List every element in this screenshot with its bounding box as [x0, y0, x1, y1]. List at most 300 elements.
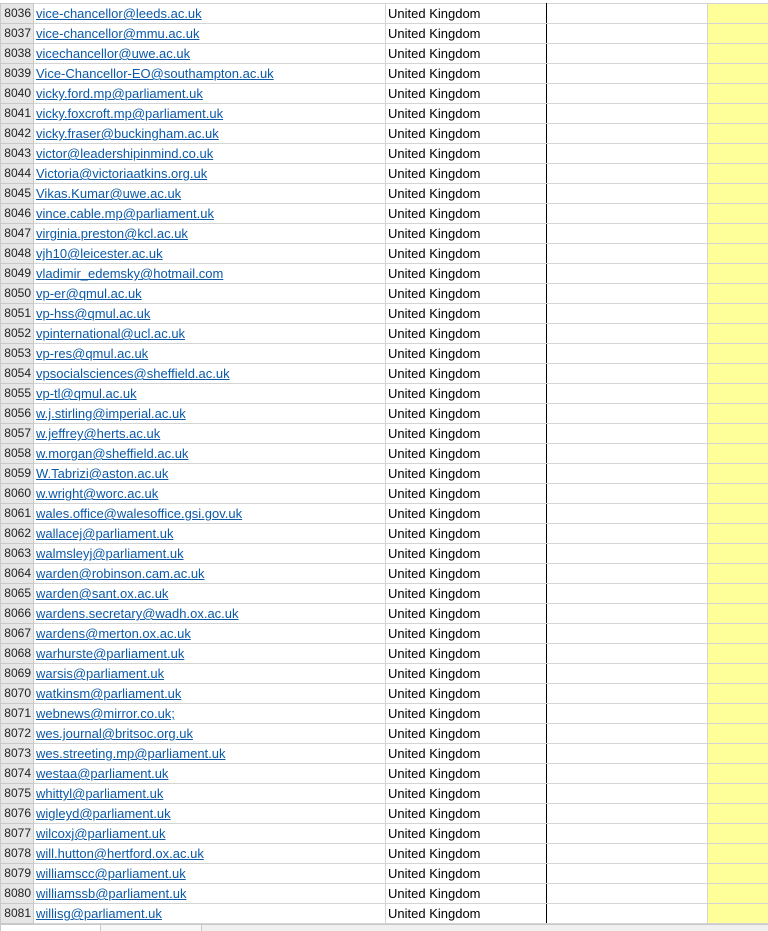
table-row	[1, 604, 768, 624]
email-link[interactable]: vicechancellor@uwe.ac.uk	[36, 46, 190, 61]
empty-cell[interactable]	[547, 584, 708, 604]
highlighted-cell[interactable]	[708, 384, 768, 404]
highlighted-cell[interactable]	[708, 4, 768, 24]
empty-cell[interactable]	[547, 164, 708, 184]
country-cell[interactable]: United Kingdom	[386, 684, 547, 704]
empty-cell[interactable]	[547, 84, 708, 104]
country-cell[interactable]: United Kingdom	[386, 64, 547, 84]
email-link[interactable]: walmsleyj@parliament.uk	[36, 546, 184, 561]
country-cell[interactable]: United Kingdom	[386, 864, 547, 884]
highlighted-cell[interactable]	[708, 904, 768, 924]
email-link[interactable]: w.morgan@sheffield.ac.uk	[36, 446, 188, 461]
email-link[interactable]: w.jeffrey@herts.ac.uk	[36, 426, 160, 441]
row-header[interactable]: 8049	[1, 264, 34, 284]
highlighted-cell[interactable]	[708, 684, 768, 704]
country-cell[interactable]: United Kingdom	[386, 424, 547, 444]
row-header[interactable]: 8067	[1, 624, 34, 644]
country-cell[interactable]: United Kingdom	[386, 444, 547, 464]
table-row	[1, 844, 768, 864]
row-header[interactable]: 8037	[1, 24, 34, 44]
table-row	[1, 404, 768, 424]
table-row	[1, 784, 768, 804]
sheet-body	[1, 4, 768, 924]
country-cell[interactable]: United Kingdom	[386, 544, 547, 564]
email-link[interactable]: virginia.preston@kcl.ac.uk	[36, 226, 188, 241]
email-cell[interactable]	[34, 884, 386, 904]
empty-cell[interactable]	[547, 104, 708, 124]
email-link[interactable]: whittyl@parliament.uk	[36, 786, 163, 801]
empty-cell[interactable]	[547, 784, 708, 804]
email-link[interactable]: webnews@mirror.co.uk;	[36, 706, 175, 721]
highlighted-cell[interactable]	[708, 704, 768, 724]
empty-cell[interactable]	[547, 4, 708, 24]
table-row	[1, 224, 768, 244]
empty-cell[interactable]	[547, 304, 708, 324]
highlighted-cell[interactable]	[708, 744, 768, 764]
email-link[interactable]: wilcoxj@parliament.uk	[36, 826, 166, 841]
email-cell[interactable]	[34, 564, 386, 584]
email-cell[interactable]	[34, 744, 386, 764]
country-cell[interactable]: United Kingdom	[386, 844, 547, 864]
highlighted-cell[interactable]	[708, 324, 768, 344]
email-cell[interactable]	[34, 704, 386, 724]
country-cell[interactable]: United Kingdom	[386, 224, 547, 244]
empty-cell[interactable]	[547, 644, 708, 664]
email-link[interactable]: vp-hss@qmul.ac.uk	[36, 306, 150, 321]
country-cell[interactable]: United Kingdom	[386, 764, 547, 784]
country-cell[interactable]: United Kingdom	[386, 264, 547, 284]
table-row	[1, 504, 768, 524]
table-row	[1, 724, 768, 744]
country-cell[interactable]: United Kingdom	[386, 784, 547, 804]
country-cell[interactable]: United Kingdom	[386, 464, 547, 484]
row-header[interactable]: 8056	[1, 404, 34, 424]
table-row	[1, 824, 768, 844]
row-header[interactable]: 8069	[1, 664, 34, 684]
email-cell[interactable]	[34, 804, 386, 824]
email-cell[interactable]	[34, 164, 386, 184]
email-link[interactable]: will.hutton@hertford.ox.ac.uk	[36, 846, 204, 861]
country-cell[interactable]: United Kingdom	[386, 184, 547, 204]
table-row	[1, 444, 768, 464]
empty-cell[interactable]	[547, 224, 708, 244]
email-cell[interactable]	[34, 304, 386, 324]
row-header[interactable]: 8051	[1, 304, 34, 324]
email-cell[interactable]	[34, 524, 386, 544]
email-cell[interactable]	[34, 824, 386, 844]
country-cell[interactable]: United Kingdom	[386, 664, 547, 684]
email-cell[interactable]	[34, 844, 386, 864]
table-row	[1, 4, 768, 24]
highlighted-cell[interactable]	[708, 524, 768, 544]
table-row	[1, 264, 768, 284]
row-header[interactable]: 8060	[1, 484, 34, 504]
empty-cell[interactable]	[547, 624, 708, 644]
email-cell[interactable]	[34, 404, 386, 424]
highlighted-cell[interactable]	[708, 804, 768, 824]
row-header[interactable]: 8078	[1, 844, 34, 864]
empty-cell[interactable]	[547, 544, 708, 564]
highlighted-cell[interactable]	[708, 244, 768, 264]
email-cell[interactable]	[34, 344, 386, 364]
empty-cell[interactable]	[547, 364, 708, 384]
email-link[interactable]: vladimir_edemsky@hotmail.com	[36, 266, 223, 281]
email-cell[interactable]	[34, 244, 386, 264]
email-cell[interactable]	[34, 364, 386, 384]
email-link[interactable]: w.wright@worc.ac.uk	[36, 486, 158, 501]
highlighted-cell[interactable]	[708, 64, 768, 84]
row-header[interactable]: 8040	[1, 84, 34, 104]
highlighted-cell[interactable]	[708, 644, 768, 664]
country-cell[interactable]: United Kingdom	[386, 244, 547, 264]
row-header[interactable]: 8059	[1, 464, 34, 484]
highlighted-cell[interactable]	[708, 404, 768, 424]
empty-cell[interactable]	[547, 124, 708, 144]
row-header[interactable]: 8070	[1, 684, 34, 704]
email-cell[interactable]	[34, 684, 386, 704]
email-link[interactable]: warhurste@parliament.uk	[36, 646, 184, 661]
email-cell[interactable]	[34, 864, 386, 884]
country-cell[interactable]: United Kingdom	[386, 104, 547, 124]
email-link[interactable]: williamssb@parliament.uk	[36, 886, 186, 901]
empty-cell[interactable]	[547, 844, 708, 864]
empty-cell[interactable]	[547, 484, 708, 504]
email-link[interactable]: williamscc@parliament.uk	[36, 866, 186, 881]
highlighted-cell[interactable]	[708, 624, 768, 644]
row-header[interactable]: 8041	[1, 104, 34, 124]
email-cell[interactable]	[34, 644, 386, 664]
email-link[interactable]: w.j.stirling@imperial.ac.uk	[36, 406, 186, 421]
email-cell[interactable]	[34, 284, 386, 304]
country-cell[interactable]: United Kingdom	[386, 344, 547, 364]
country-cell[interactable]: United Kingdom	[386, 504, 547, 524]
row-header[interactable]: 8046	[1, 204, 34, 224]
row-header[interactable]: 8039	[1, 64, 34, 84]
empty-cell[interactable]	[547, 504, 708, 524]
highlighted-cell[interactable]	[708, 544, 768, 564]
row-header[interactable]: 8053	[1, 344, 34, 364]
highlighted-cell[interactable]	[708, 664, 768, 684]
table-row	[1, 864, 768, 884]
table-row	[1, 324, 768, 344]
table-row	[1, 124, 768, 144]
empty-cell[interactable]	[547, 144, 708, 164]
email-cell[interactable]	[34, 224, 386, 244]
row-header[interactable]: 8052	[1, 324, 34, 344]
email-link[interactable]: vince.cable.mp@parliament.uk	[36, 206, 214, 221]
highlighted-cell[interactable]	[708, 884, 768, 904]
country-cell[interactable]: United Kingdom	[386, 164, 547, 184]
email-cell[interactable]	[34, 104, 386, 124]
row-header[interactable]: 8063	[1, 544, 34, 564]
highlighted-cell[interactable]	[708, 584, 768, 604]
country-cell[interactable]: United Kingdom	[386, 724, 547, 744]
row-header[interactable]: 8081	[1, 904, 34, 924]
email-link[interactable]: vp-er@qmul.ac.uk	[36, 286, 142, 301]
highlighted-cell[interactable]	[708, 824, 768, 844]
row-header[interactable]: 8064	[1, 564, 34, 584]
row-header[interactable]: 8079	[1, 864, 34, 884]
table-row	[1, 704, 768, 724]
country-cell[interactable]: United Kingdom	[386, 564, 547, 584]
empty-cell[interactable]	[547, 444, 708, 464]
country-cell[interactable]: United Kingdom	[386, 44, 547, 64]
country-cell[interactable]: United Kingdom	[386, 644, 547, 664]
highlighted-cell[interactable]	[708, 784, 768, 804]
country-cell[interactable]: United Kingdom	[386, 824, 547, 844]
highlighted-cell[interactable]	[708, 344, 768, 364]
country-cell[interactable]: United Kingdom	[386, 324, 547, 344]
country-cell[interactable]: United Kingdom	[386, 624, 547, 644]
email-link[interactable]: warsis@parliament.uk	[36, 666, 164, 681]
email-cell[interactable]	[34, 904, 386, 924]
email-cell[interactable]	[34, 424, 386, 444]
empty-cell[interactable]	[547, 904, 708, 924]
country-cell[interactable]: United Kingdom	[386, 524, 547, 544]
country-cell[interactable]: United Kingdom	[386, 604, 547, 624]
highlighted-cell[interactable]	[708, 484, 768, 504]
highlighted-cell[interactable]	[708, 764, 768, 784]
highlighted-cell[interactable]	[708, 204, 768, 224]
highlighted-cell[interactable]	[708, 104, 768, 124]
country-cell[interactable]: United Kingdom	[386, 4, 547, 24]
highlighted-cell[interactable]	[708, 424, 768, 444]
email-cell[interactable]	[34, 444, 386, 464]
email-link[interactable]: vicky.foxcroft.mp@parliament.uk	[36, 106, 223, 121]
email-cell[interactable]	[34, 4, 386, 24]
email-link[interactable]: vice-chancellor@mmu.ac.uk	[36, 26, 199, 41]
country-cell[interactable]: United Kingdom	[386, 304, 547, 324]
table-row	[1, 144, 768, 164]
email-cell[interactable]	[34, 604, 386, 624]
row-header[interactable]: 8074	[1, 764, 34, 784]
empty-cell[interactable]	[547, 284, 708, 304]
table-row	[1, 24, 768, 44]
empty-cell[interactable]	[547, 464, 708, 484]
highlighted-cell[interactable]	[708, 44, 768, 64]
row-header[interactable]: 8076	[1, 804, 34, 824]
email-cell[interactable]	[34, 464, 386, 484]
email-cell[interactable]	[34, 204, 386, 224]
highlighted-cell[interactable]	[708, 464, 768, 484]
empty-cell[interactable]	[547, 564, 708, 584]
row-header[interactable]: 8050	[1, 284, 34, 304]
email-cell[interactable]	[34, 484, 386, 504]
country-cell[interactable]: United Kingdom	[386, 484, 547, 504]
empty-cell[interactable]	[547, 884, 708, 904]
email-link[interactable]: vicky.ford.mp@parliament.uk	[36, 86, 203, 101]
email-cell[interactable]	[34, 44, 386, 64]
row-header[interactable]: 8036	[1, 4, 34, 24]
empty-cell[interactable]	[547, 744, 708, 764]
empty-cell[interactable]	[547, 724, 708, 744]
empty-cell[interactable]	[547, 184, 708, 204]
highlighted-cell[interactable]	[708, 144, 768, 164]
row-header[interactable]: 8038	[1, 44, 34, 64]
email-link[interactable]: vpsocialsciences@sheffield.ac.uk	[36, 366, 230, 381]
country-cell[interactable]: United Kingdom	[386, 204, 547, 224]
row-header[interactable]: 8071	[1, 704, 34, 724]
email-link[interactable]: westaa@parliament.uk	[36, 766, 168, 781]
email-link[interactable]: wallacej@parliament.uk	[36, 526, 173, 541]
highlighted-cell[interactable]	[708, 164, 768, 184]
empty-cell[interactable]	[547, 264, 708, 284]
country-cell[interactable]: United Kingdom	[386, 24, 547, 44]
email-cell[interactable]	[34, 504, 386, 524]
email-cell[interactable]	[34, 264, 386, 284]
empty-cell[interactable]	[547, 24, 708, 44]
row-header[interactable]: 8055	[1, 384, 34, 404]
email-cell[interactable]	[34, 384, 386, 404]
email-cell[interactable]	[34, 24, 386, 44]
email-link[interactable]: vice-chancellor@leeds.ac.uk	[36, 6, 202, 21]
row-header[interactable]: 8042	[1, 124, 34, 144]
row-header[interactable]: 8061	[1, 504, 34, 524]
highlighted-cell[interactable]	[708, 224, 768, 244]
row-header[interactable]: 8057	[1, 424, 34, 444]
highlighted-cell[interactable]	[708, 124, 768, 144]
row-header[interactable]: 8077	[1, 824, 34, 844]
country-cell[interactable]: United Kingdom	[386, 124, 547, 144]
highlighted-cell[interactable]	[708, 84, 768, 104]
sheet-tab[interactable]	[0, 925, 102, 931]
row-header[interactable]: 8065	[1, 584, 34, 604]
email-link[interactable]: W.Tabrizi@aston.ac.uk	[36, 466, 168, 481]
highlighted-cell[interactable]	[708, 24, 768, 44]
email-cell[interactable]	[34, 784, 386, 804]
highlighted-cell[interactable]	[708, 284, 768, 304]
email-link[interactable]: wigleyd@parliament.uk	[36, 806, 171, 821]
empty-cell[interactable]	[547, 244, 708, 264]
table-row	[1, 524, 768, 544]
row-header[interactable]: 8045	[1, 184, 34, 204]
highlighted-cell[interactable]	[708, 724, 768, 744]
highlighted-cell[interactable]	[708, 864, 768, 884]
email-link[interactable]: vp-res@qmul.ac.uk	[36, 346, 148, 361]
row-header[interactable]: 8080	[1, 884, 34, 904]
email-link[interactable]: wales.office@walesoffice.gsi.gov.uk	[36, 506, 242, 521]
email-link[interactable]: wardens@merton.ox.ac.uk	[36, 626, 191, 641]
empty-cell[interactable]	[547, 384, 708, 404]
email-link[interactable]: vp-tl@qmul.ac.uk	[36, 386, 137, 401]
email-link[interactable]: Vikas.Kumar@uwe.ac.uk	[36, 186, 181, 201]
highlighted-cell[interactable]	[708, 264, 768, 284]
country-cell[interactable]: United Kingdom	[386, 804, 547, 824]
highlighted-cell[interactable]	[708, 564, 768, 584]
empty-cell[interactable]	[547, 764, 708, 784]
empty-cell[interactable]	[547, 824, 708, 844]
row-header[interactable]: 8062	[1, 524, 34, 544]
email-link[interactable]: wes.streeting.mp@parliament.uk	[36, 746, 226, 761]
email-cell[interactable]	[34, 624, 386, 644]
country-cell[interactable]: United Kingdom	[386, 284, 547, 304]
country-cell[interactable]: United Kingdom	[386, 84, 547, 104]
email-link[interactable]: warden@sant.ox.ac.uk	[36, 586, 168, 601]
empty-cell[interactable]	[547, 204, 708, 224]
email-cell[interactable]	[34, 664, 386, 684]
empty-cell[interactable]	[547, 664, 708, 684]
highlighted-cell[interactable]	[708, 184, 768, 204]
empty-cell[interactable]	[547, 604, 708, 624]
email-cell[interactable]	[34, 144, 386, 164]
country-cell[interactable]: United Kingdom	[386, 404, 547, 424]
email-link[interactable]: wes.journal@britsoc.org.uk	[36, 726, 193, 741]
email-cell[interactable]	[34, 584, 386, 604]
row-header[interactable]: 8058	[1, 444, 34, 464]
empty-cell[interactable]	[547, 324, 708, 344]
row-header[interactable]: 8048	[1, 244, 34, 264]
country-cell[interactable]: United Kingdom	[386, 364, 547, 384]
empty-cell[interactable]	[547, 704, 708, 724]
highlighted-cell[interactable]	[708, 304, 768, 324]
highlighted-cell[interactable]	[708, 604, 768, 624]
highlighted-cell[interactable]	[708, 844, 768, 864]
table-row	[1, 624, 768, 644]
email-cell[interactable]	[34, 184, 386, 204]
email-cell[interactable]	[34, 324, 386, 344]
email-cell[interactable]	[34, 764, 386, 784]
row-header[interactable]: 8073	[1, 744, 34, 764]
empty-cell[interactable]	[547, 684, 708, 704]
email-link[interactable]: victor@leadershipinmind.co.uk	[36, 146, 213, 161]
row-header[interactable]: 8072	[1, 724, 34, 744]
email-link[interactable]: watkinsm@parliament.uk	[36, 686, 181, 701]
country-cell[interactable]: United Kingdom	[386, 704, 547, 724]
empty-cell[interactable]	[547, 424, 708, 444]
country-cell[interactable]: United Kingdom	[386, 144, 547, 164]
row-header[interactable]: 8043	[1, 144, 34, 164]
empty-cell[interactable]	[547, 404, 708, 424]
sheet-tab[interactable]	[100, 925, 202, 931]
country-cell[interactable]: United Kingdom	[386, 584, 547, 604]
email-cell[interactable]	[34, 84, 386, 104]
country-cell[interactable]: United Kingdom	[386, 744, 547, 764]
country-cell[interactable]: United Kingdom	[386, 904, 547, 924]
email-link[interactable]: willisg@parliament.uk	[36, 906, 162, 921]
country-cell[interactable]: United Kingdom	[386, 384, 547, 404]
row-header[interactable]: 8066	[1, 604, 34, 624]
highlighted-cell[interactable]	[708, 444, 768, 464]
table-row	[1, 764, 768, 784]
email-link[interactable]: warden@robinson.cam.ac.uk	[36, 566, 205, 581]
row-header[interactable]: 8044	[1, 164, 34, 184]
empty-cell[interactable]	[547, 344, 708, 364]
email-link[interactable]: vicky.fraser@buckingham.ac.uk	[36, 126, 219, 141]
table-row	[1, 584, 768, 604]
row-header[interactable]: 8047	[1, 224, 34, 244]
email-link[interactable]: vjh10@leicester.ac.uk	[36, 246, 163, 261]
highlighted-cell[interactable]	[708, 364, 768, 384]
email-link[interactable]: Vice-Chancellor-EO@southampton.ac.uk	[36, 66, 274, 81]
email-cell[interactable]	[34, 124, 386, 144]
email-link[interactable]: vpinternational@ucl.ac.uk	[36, 326, 185, 341]
row-header[interactable]: 8054	[1, 364, 34, 384]
empty-cell[interactable]	[547, 44, 708, 64]
row-header[interactable]: 8068	[1, 644, 34, 664]
empty-cell[interactable]	[547, 804, 708, 824]
email-link[interactable]: Victoria@victoriaatkins.org.uk	[36, 166, 207, 181]
row-header[interactable]: 8075	[1, 784, 34, 804]
empty-cell[interactable]	[547, 524, 708, 544]
email-link[interactable]: wardens.secretary@wadh.ox.ac.uk	[36, 606, 239, 621]
email-cell[interactable]	[34, 724, 386, 744]
email-cell[interactable]	[34, 64, 386, 84]
email-cell[interactable]	[34, 544, 386, 564]
empty-cell[interactable]	[547, 64, 708, 84]
highlighted-cell[interactable]	[708, 504, 768, 524]
empty-cell[interactable]	[547, 864, 708, 884]
country-cell[interactable]: United Kingdom	[386, 884, 547, 904]
